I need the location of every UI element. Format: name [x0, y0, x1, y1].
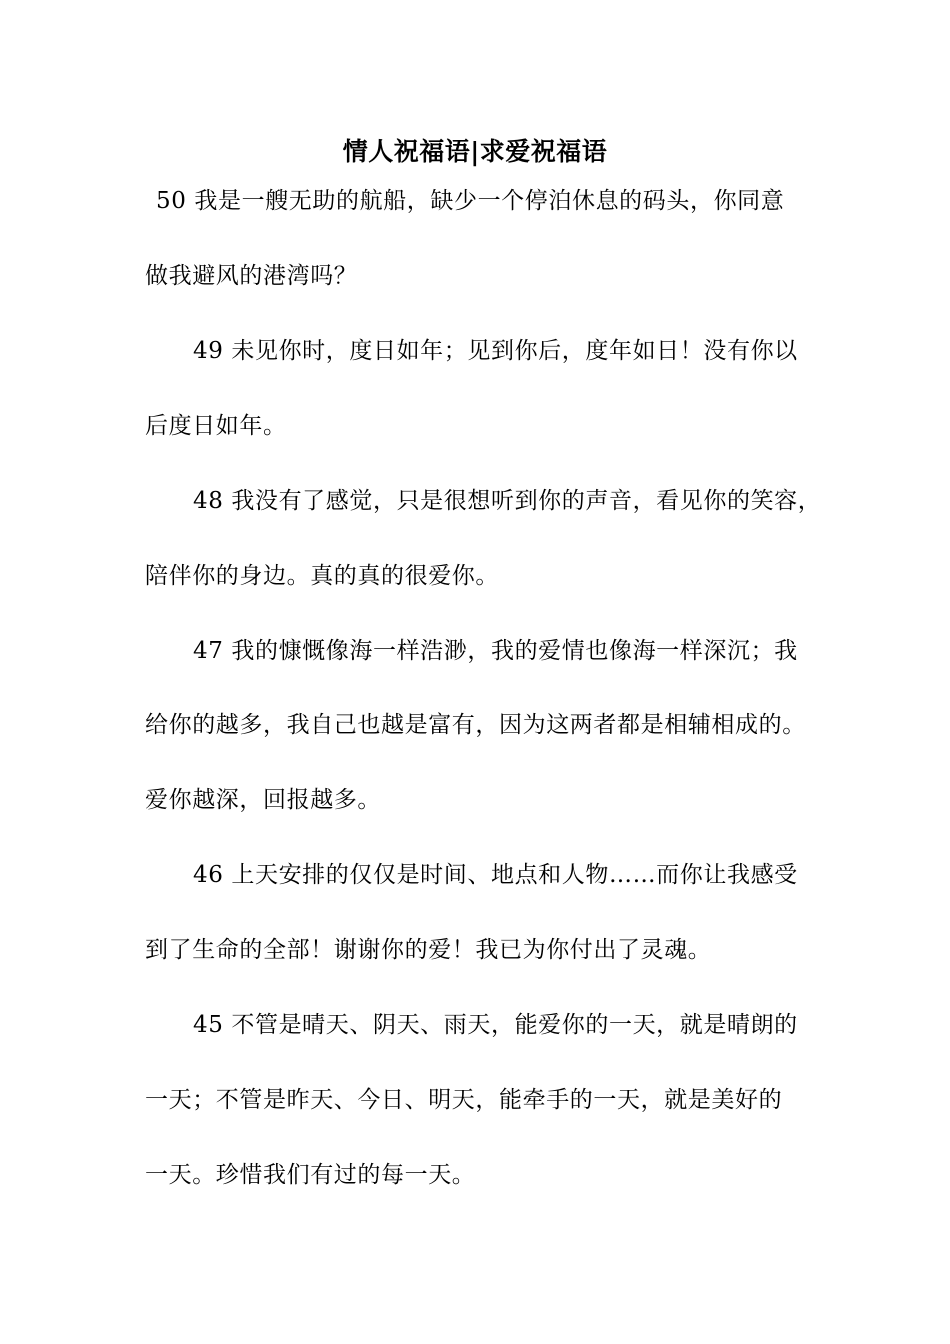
paragraph-50-line-1: 50 我是一艘无助的航船，缺少一个停泊休息的码头，你同意	[156, 188, 785, 214]
paragraph-49-line-2: 后度日如年。	[145, 413, 287, 439]
paragraph-49-line-1: 49 未见你时，度日如年；见到你后，度年如日！没有你以	[193, 338, 798, 364]
paragraph-47-line-2: 给你的越多，我自己也越是富有，因为这两者都是相辅相成的。	[145, 712, 806, 738]
paragraph-48-line-1: 48 我没有了感觉，只是很想听到你的声音，看见你的笑容，	[193, 488, 822, 514]
paragraph-45-line-3: 一天。珍惜我们有过的每一天。	[145, 1162, 476, 1188]
paragraph-48-line-2: 陪伴你的身边。真的真的很爱你。	[145, 563, 499, 589]
document-title: 情人祝福语|求爱祝福语	[342, 137, 608, 166]
paragraph-45-line-2: 一天；不管是昨天、今日、明天，能牵手的一天，就是美好的	[145, 1087, 783, 1113]
paragraph-47-line-1: 47 我的慷慨像海一样浩渺，我的爱情也像海一样深沉；我	[193, 638, 798, 664]
paragraph-45-line-1: 45 不管是晴天、阴天、雨天，能爱你的一天，就是晴朗的	[193, 1012, 798, 1038]
paragraph-46-line-2: 到了生命的全部！谢谢你的爱！我已为你付出了灵魂。	[145, 937, 712, 963]
paragraph-50-line-2: 做我避风的港湾吗？	[145, 263, 358, 289]
paragraph-47-line-3: 爱你越深，回报越多。	[145, 787, 381, 813]
paragraph-46-line-1: 46 上天安排的仅仅是时间、地点和人物……而你让我感受	[193, 862, 798, 888]
